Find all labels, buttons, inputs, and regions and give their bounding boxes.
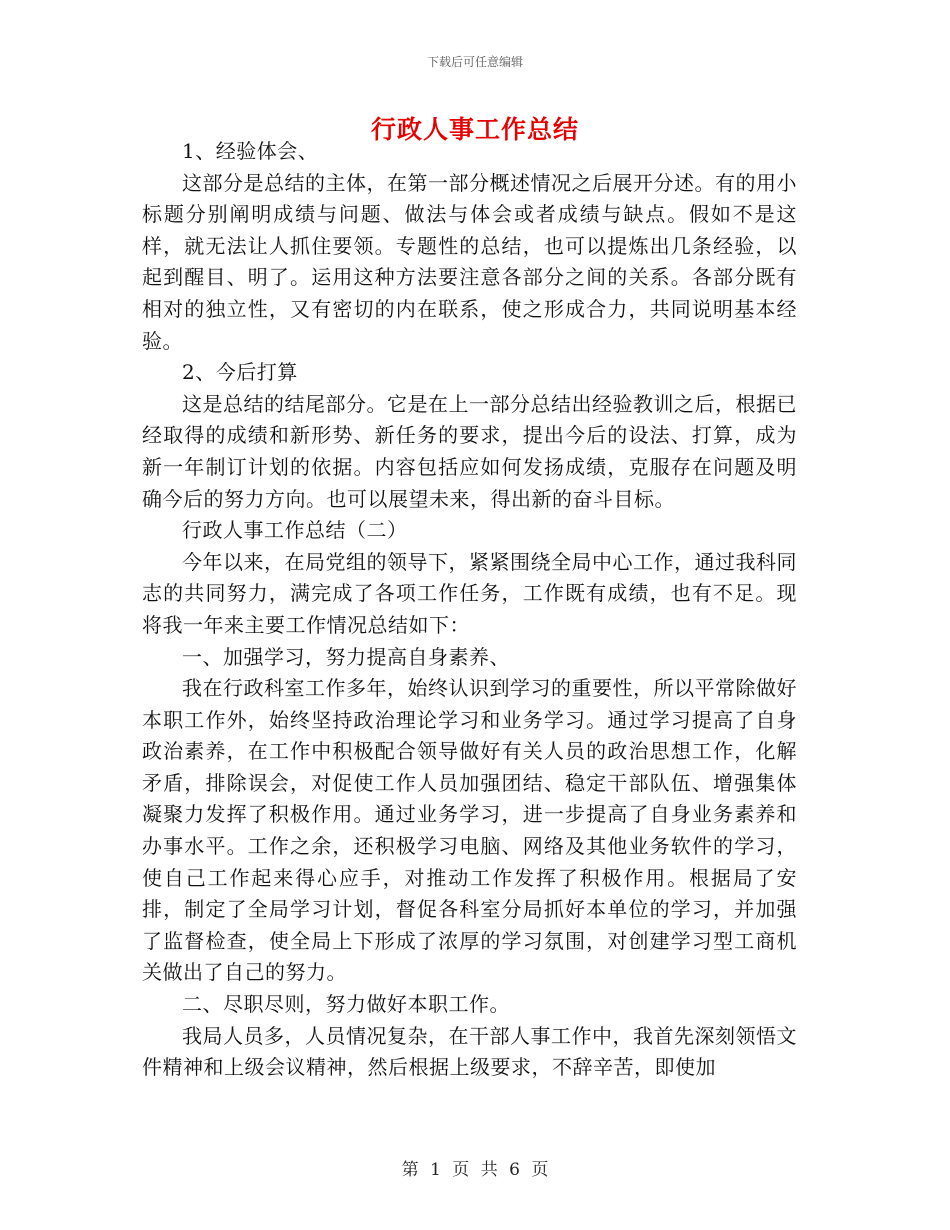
paragraph: 二、尽职尽则，努力做好本职工作。 — [182, 992, 510, 1017]
document-title: 行政人事工作总结 — [370, 115, 579, 144]
paragraph: 这是总结的结尾部分。它是在上一部分总结出经验教训之后，根据已经取得的成绩和新形势、新任务的要求，提出今后的设法、打算，成为新一年制订计划的依据。内容包括应如何发扬成绩，克服存在问题及明确今后的努力方向。也可以展望未来，得出新的奋斗目标。 — [142, 391, 797, 511]
paragraph: 一、加强学习，努力提高自身素养、 — [182, 644, 510, 669]
page-footer: 第 1 页 共 6 页 — [401, 1160, 549, 1180]
paragraph: 2、今后打算 — [182, 360, 298, 385]
paragraph: 1、经验体会、 — [182, 139, 319, 163]
document-body — [142, 136, 797, 1084]
paragraph: 我局人员多，人员情况复杂，在干部人事工作中，我首先深刻领悟文件精神和上级会议精神，然后根据上级要求，不辞辛苦，即使加 — [142, 1023, 797, 1080]
paragraph: 我在行政科室工作多年，始终认识到学习的重要性，所以平常除做好本职工作外，始终坚持政治理论学习和业务学习。通过学习提高了自身政治素养，在工作中积极配合领导做好有关人员的政治思想工作，化解矛盾，排除误会，对促使工作人员加强团结、稳定干部队伍、增强集体凝聚力发挥了积极作用。通过业务学习，进一步提高了自身业务素养和办事水平。工作之余，还积极学习电脑、网络及其他业务软件的学习，使自己工作起来得心应手，对推动工作发挥了积极作用。根据局了安排，制定了全局学习计划，督促各科室分局抓好本单位的学习，并加强了监督检查，使全局上下形成了浓厚的学习氛围，对创建学习型工商机关做出了自己的努力。 — [142, 676, 797, 985]
paragraph: 这部分是总结的主体，在第一部分概述情况之后展开分述。有的用小标题分别阐明成绩与问题、做法与体会或者成绩与缺点。假如不是这样，就无法让人抓住要领。专题性的总结，也可以提炼出几条经验，以起到醒目、明了。运用这种方法要注意各部分之间的关系。各部分既有相对的独立性，又有密切的内在联系，使之形成合力，共同说明基本经验。 — [142, 170, 797, 353]
paragraph: 今年以来，在局党组的领导下，紧紧围绕全局中心工作，通过我科同志的共同努力，满完成了各项工作任务，工作既有成绩，也有不足。现将我一年来主要工作情况总结如下： — [142, 549, 797, 637]
paragraph: 行政人事工作总结（二） — [182, 518, 408, 543]
header-note: 下载后可任意编辑 — [426, 55, 523, 69]
